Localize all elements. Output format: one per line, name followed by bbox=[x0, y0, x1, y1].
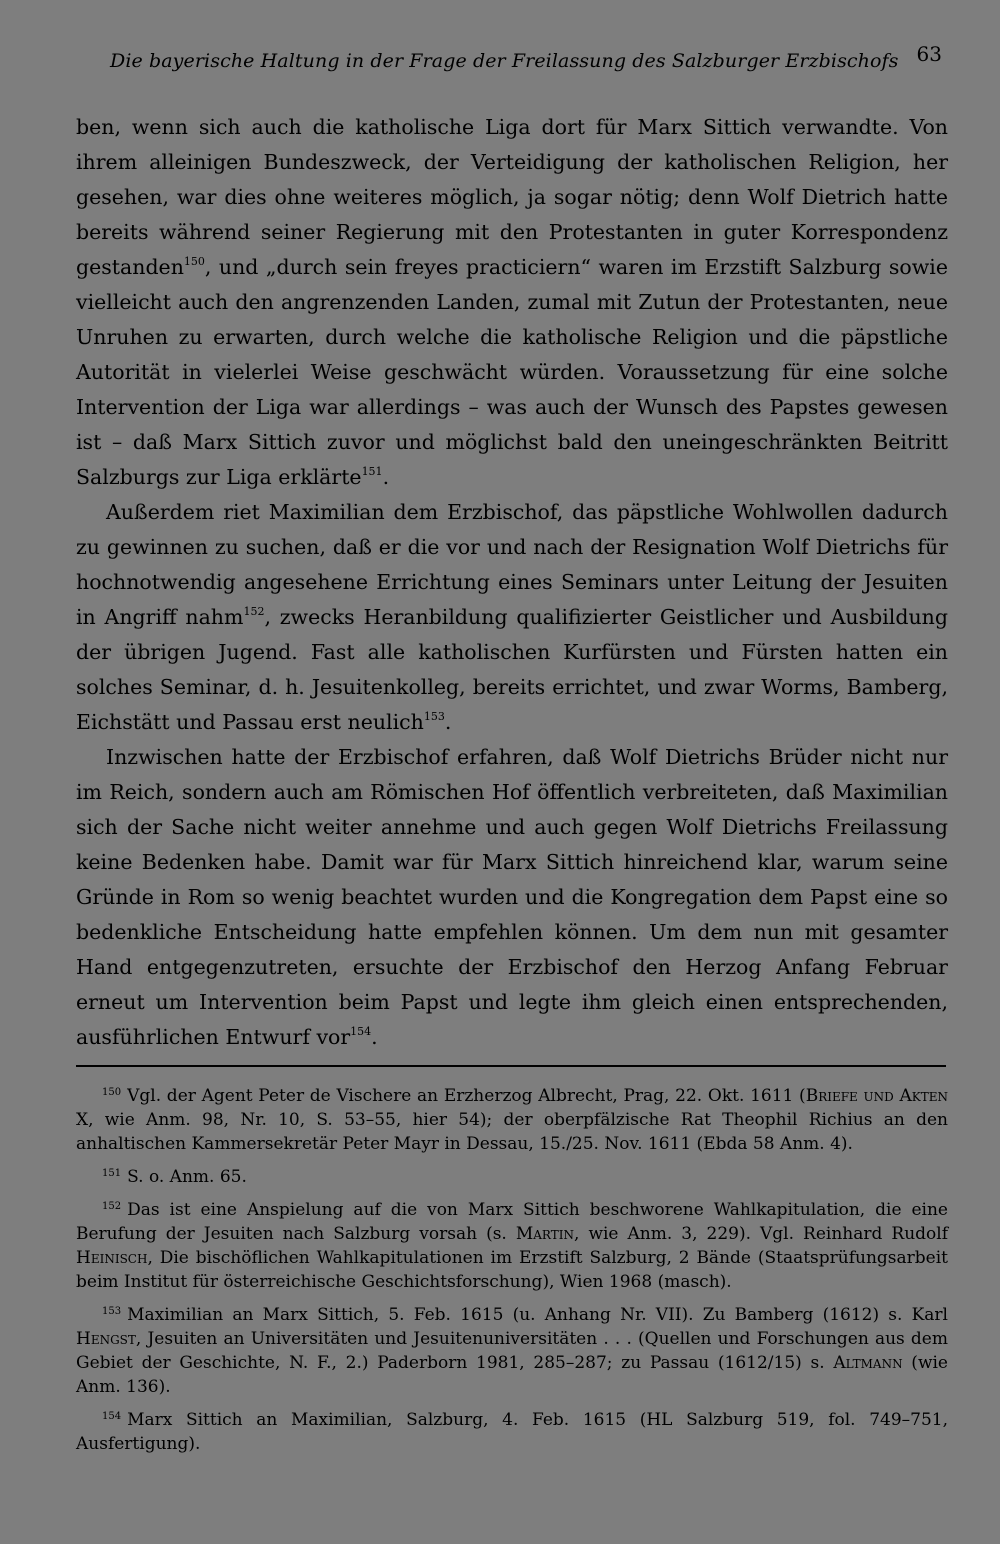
footnote-author: Hengst bbox=[76, 1329, 136, 1349]
footnote-text: X, wie Anm. 98, Nr. 10, S. 53–55, hier 54); der oberpfälzische Rat Theophil Richius an den anhaltischen Kammersekretär Peter Mayr in Dessau, 15./25. Nov. 1611 (Ebda 58 Anm. 4). bbox=[76, 1110, 948, 1154]
footnote-author: Heinisch bbox=[76, 1248, 148, 1268]
footnote-text: S. o. Anm. 65. bbox=[127, 1167, 247, 1187]
footnote-citation: Briefe und Akten bbox=[805, 1086, 948, 1106]
footnote-ref-154: 154 bbox=[350, 1025, 372, 1038]
main-text bbox=[76, 110, 948, 1055]
footnote-text: Vgl. der Agent Peter de Vischere an Erzherzog Albrecht, Prag, 22. Okt. 1611 ( bbox=[127, 1086, 806, 1106]
footnote-150 bbox=[76, 1081, 948, 1156]
footnote-text: , Die bischöflichen Wahlkapitulationen im Erzstift Salzburg, 2 Bände (Staatsprüfungsarbeit beim Institut für österreichische Geschichtsforschung), Wien 1968 (masch). bbox=[76, 1248, 948, 1292]
footnote-ref-153: 153 bbox=[423, 710, 445, 723]
footnote-number: 152 bbox=[102, 1201, 122, 1212]
paragraph-1-part-b: , und „durch sein freyes practiciern“ waren im Erzstift Salzburg sowie vielleicht auch den angrenzenden Landen, zumal mit Zutun der Protestanten, neue Unruhen zu erwarten, durch welche die katholische Religion und die päpstliche Autorität in vielerlei Weise geschwächt würden. Voraussetzung für eine solche Intervention der Liga war allerdings – was auch der Wunsch des Papstes gewesen ist – daß Marx Sittich zuvor und möglichst bald den uneingeschränkten Beitritt Salzburgs zur Liga erklärte bbox=[76, 255, 948, 489]
footnote-text: Das ist eine Anspielung auf die von Marx Sittich beschworene Wahlkapitulation, die eine Berufung der Jesuiten nach Salzburg vorsah (s. bbox=[76, 1200, 948, 1244]
footnote-text: Marx Sittich an Maximilian, Salzburg, 4. Feb. 1615 (HL Salzburg 519, fol. 749–751, Ausfertigung). bbox=[76, 1410, 948, 1454]
footnote-number: 151 bbox=[102, 1168, 122, 1179]
footnotes bbox=[76, 1081, 948, 1456]
footnote-ref-152: 152 bbox=[243, 605, 265, 618]
footnote-text: (wie Anm. 136). bbox=[76, 1353, 948, 1397]
footnote-divider bbox=[76, 1065, 946, 1067]
footnote-152 bbox=[76, 1195, 948, 1294]
footnote-text: , wie Anm. 3, 229). Vgl. Reinhard Rudolf bbox=[574, 1224, 949, 1244]
paragraph-3-end: . bbox=[371, 1025, 378, 1049]
paragraph-2-part-a: Außerdem riet Maximilian dem Erzbischof, das päpstliche Wohlwollen dadurch zu gewinnen zu suchen, daß er die vor und nach der Resignation Wolf Dietrichs für hochnotwendig angesehene Errichtung eines Seminars unter Leitung der Jesuiten in Angriff nahm bbox=[76, 500, 948, 629]
footnote-text: , Jesuiten an Universitäten und Jesuitenuniversitäten . . . (Quellen und Forschungen aus dem Gebiet der Geschichte, N. F., 2.) Paderborn 1981, 285–287; zu Passau (1612/15) s. bbox=[76, 1329, 948, 1373]
footnote-151 bbox=[76, 1162, 948, 1189]
footnote-ref-150: 150 bbox=[183, 255, 205, 268]
footnote-ref-151: 151 bbox=[361, 465, 383, 478]
paragraph-2-part-b: , zwecks Heranbildung qualifizierter Geistlicher und Ausbildung der übrigen Jugend. Fast alle katholischen Kurfürsten und Fürsten hatten ein solches Seminar, d. h. Jesuitenkolleg, bereits errichtet, und zwar Worms, Bamberg, Eichstätt und Passau erst neulich bbox=[76, 605, 948, 734]
paragraph-1-end: . bbox=[382, 465, 390, 489]
page-number: 63 bbox=[916, 42, 942, 66]
footnote-154 bbox=[76, 1405, 948, 1456]
paragraph-2 bbox=[76, 495, 948, 740]
paragraph-3-part-a: Inzwischen hatte der Erzbischof erfahren, daß Wolf Dietrichs Brüder nicht nur im Reich, sondern auch am Römischen Hof öffentlich verbreiteten, daß Maximilian sich der Sache nicht weiter annehme und auch gegen Wolf Dietrichs Freilassung keine Bedenken habe. Damit war für Marx Sittich hinreichend klar, warum seine Gründe in Rom so wenig beachtet wurden und die Kongregation dem Papst eine so bedenkliche Entscheidung hatte empfehlen können. Um dem nun mit gesamter Hand entgegenzutreten, ersuchte der Erzbischof den Herzog Anfang Februar erneut um Intervention beim Papst und legte ihm gleich einen entsprechenden, ausführlichen Entwurf vor bbox=[76, 745, 948, 1049]
running-title: Die bayerische Haltung in der Frage der Freilassung des Salzburger Erzbischofs bbox=[110, 50, 899, 72]
footnote-number: 153 bbox=[102, 1306, 122, 1317]
paragraph-2-end: . bbox=[444, 710, 452, 734]
footnote-number: 154 bbox=[102, 1411, 122, 1422]
running-header bbox=[76, 38, 948, 82]
footnote-text: Maximilian an Marx Sittich, 5. Feb. 1615 (u. Anhang Nr. VII). Zu Bamberg (1612) s. Karl bbox=[127, 1305, 948, 1325]
paragraph-3 bbox=[76, 740, 948, 1055]
paragraph-1-part-a: ben, wenn sich auch die katholische Liga dort für Marx Sittich verwandte. Von ihrem alleinigen Bundeszweck, der Verteidigung der katholischen Religion, her gesehen, war dies ohne weiteres möglich, ja sogar nötig; denn Wolf Dietrich hatte bereits während seiner Regierung mit den Protestanten in guter Korrespondenz gestanden bbox=[76, 115, 948, 279]
paragraph-1 bbox=[76, 110, 948, 495]
footnote-number: 150 bbox=[102, 1087, 122, 1098]
footnote-153 bbox=[76, 1300, 948, 1399]
footnote-author: Martin bbox=[515, 1224, 575, 1244]
footnote-author: Altmann bbox=[833, 1353, 903, 1373]
